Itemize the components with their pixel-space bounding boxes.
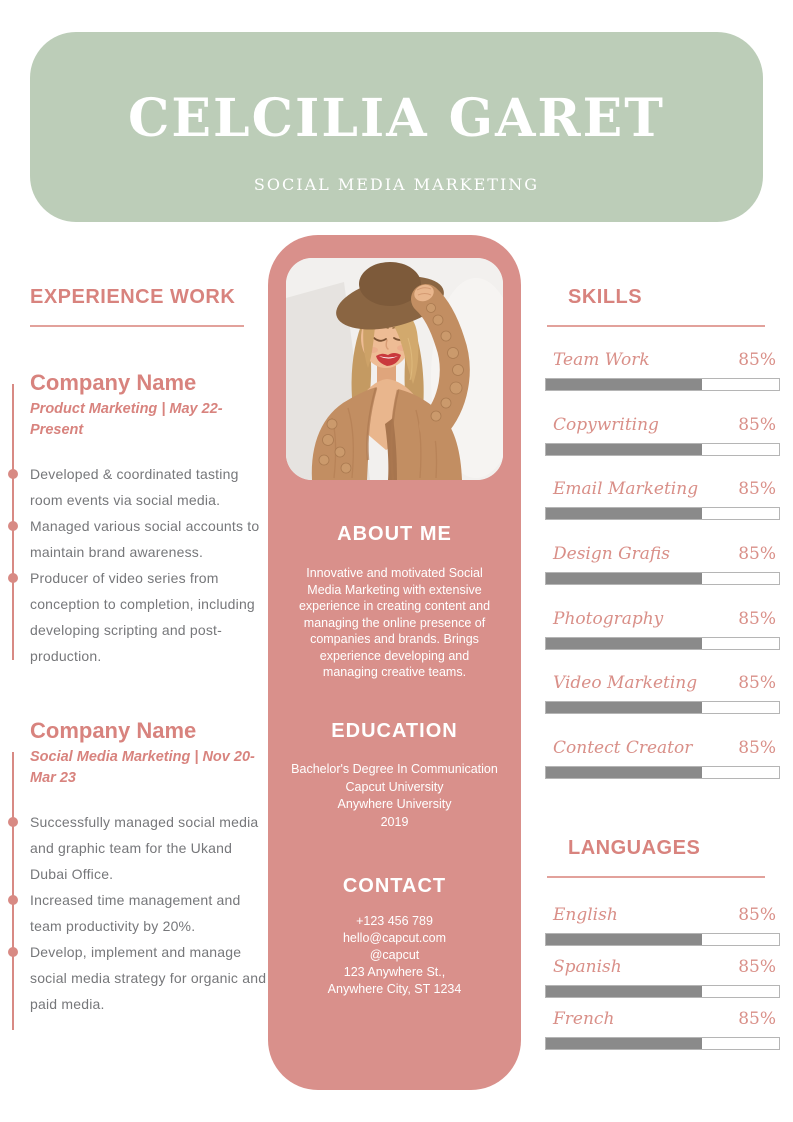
bullet-dot-icon [8, 947, 18, 957]
skill-progress-fill [546, 702, 702, 713]
language-progress-bar [545, 985, 780, 998]
woman-portrait-illustration [286, 258, 503, 480]
skill-label: Copywriting [553, 415, 659, 435]
language-percent: 85% [738, 905, 776, 925]
bullet-text: Develop, implement and manage social media strategy for organic and paid media. [30, 944, 267, 1012]
education-degree: Bachelor's Degree In Communication [291, 762, 498, 776]
skill-percent: 85% [738, 350, 776, 370]
skill-label: Team Work [553, 350, 650, 370]
job-title: SOCIAL MEDIA MARKETING [253, 175, 540, 194]
skills-section [545, 286, 780, 831]
skill-percent: 85% [738, 544, 776, 564]
skill-percent: 85% [738, 609, 776, 629]
education-school: Anywhere University [337, 797, 452, 811]
contact-lines [276, 913, 513, 998]
skill-progress-fill [546, 508, 702, 519]
job-bullet [30, 887, 270, 939]
education-heading: EDUCATION [331, 720, 458, 742]
skill-progress-bar [545, 378, 780, 391]
company-name: Company Name [30, 370, 197, 395]
role-and-dates: Social Media Marketing | Nov 20-Mar 23 [30, 749, 255, 786]
skill-percent: 85% [738, 415, 776, 435]
bullet-dot-icon [8, 469, 18, 479]
bullet-text: Increased time management and team productivity by 20%. [30, 892, 241, 934]
job-bullet [30, 565, 270, 669]
language-label: French [553, 1009, 615, 1029]
job-bullet [30, 809, 270, 887]
header-banner [30, 32, 763, 222]
skill-progress-bar [545, 443, 780, 456]
bullet-text: Developed & coordinated tasting room events via social media. [30, 466, 239, 508]
languages-section [545, 837, 780, 1067]
skill-progress-bar [545, 637, 780, 650]
job-bullet-list [30, 809, 270, 1017]
bullet-dot-icon [8, 573, 18, 583]
job-bullet [30, 461, 270, 513]
language-progress-bar [545, 1037, 780, 1050]
language-percent: 85% [738, 1009, 776, 1029]
language-progress-fill [546, 934, 702, 945]
skills-heading: SKILLS [568, 286, 643, 308]
contact-heading: CONTACT [342, 875, 447, 897]
skill-percent: 85% [738, 738, 776, 758]
section-divider [30, 325, 244, 327]
section-divider [547, 876, 765, 878]
education-lines [276, 761, 513, 831]
experience-section [30, 286, 270, 327]
company-name: Company Name [30, 718, 197, 743]
skill-progress-fill [546, 379, 702, 390]
language-percent: 85% [738, 957, 776, 977]
education-year: 2019 [380, 814, 409, 829]
skill-progress-fill [546, 573, 702, 584]
person-name: CELCILIA GARET [128, 88, 665, 149]
skill-label: Video Marketing [553, 673, 698, 693]
skill-item [545, 544, 780, 585]
contact-email: hello@capcut.com [342, 931, 446, 945]
job-bullet [30, 939, 270, 1017]
language-item [545, 905, 780, 946]
about-heading: ABOUT ME [337, 523, 452, 545]
contact-address-1: 123 Anywhere St., [343, 965, 446, 979]
bullet-text: Managed various social accounts to maintain brand awareness. [30, 518, 260, 560]
bullet-dot-icon [8, 521, 18, 531]
bullet-dot-icon [8, 895, 18, 905]
skill-item [545, 738, 780, 779]
skill-label: Photography [553, 609, 664, 629]
skill-item [545, 609, 780, 650]
skill-item [545, 350, 780, 391]
experience-job-1 [30, 370, 274, 669]
job-bullet [30, 513, 270, 565]
language-item [545, 957, 780, 998]
skill-percent: 85% [738, 673, 776, 693]
section-divider [547, 325, 765, 327]
profile-panel [268, 235, 521, 1090]
skill-progress-fill [546, 638, 702, 649]
experience-heading: EXPERIENCE WORK [30, 286, 236, 308]
skill-label: Contect Creator [553, 738, 693, 758]
skill-progress-bar [545, 572, 780, 585]
skill-progress-fill [546, 444, 702, 455]
language-progress-bar [545, 933, 780, 946]
language-progress-fill [546, 1038, 702, 1049]
language-label: English [553, 905, 618, 925]
job-bullet-list [30, 461, 270, 669]
skill-progress-bar [545, 701, 780, 714]
experience-job-2 [30, 718, 274, 1017]
skill-label: Design Grafis [553, 544, 670, 564]
skill-progress-fill [546, 767, 702, 778]
about-text: Innovative and motivated Social Media Marketing with extensive experience in creating content and managing the online presence of companies and brands. Brings experience developing and managing creative teams. [298, 566, 491, 679]
contact-phone: +123 456 789 [356, 914, 433, 928]
language-progress-fill [546, 986, 702, 997]
bullet-dot-icon [8, 817, 18, 827]
role-and-dates: Product Marketing | May 22-Present [30, 401, 223, 438]
bullet-text: Producer of video series from conception to completion, including developing scripting and post-production. [30, 570, 255, 664]
skill-item [545, 479, 780, 520]
skill-item [545, 415, 780, 456]
language-item [545, 1009, 780, 1050]
language-label: Spanish [553, 957, 622, 977]
languages-heading: LANGUAGES [568, 837, 701, 859]
skill-item [545, 673, 780, 714]
bullet-text: Successfully managed social media and graphic team for the Ukand Dubai Office. [30, 814, 259, 882]
skill-progress-bar [545, 507, 780, 520]
contact-handle: @capcut [369, 948, 420, 962]
profile-photo [286, 258, 503, 480]
timeline-line [12, 752, 14, 1030]
skill-percent: 85% [738, 479, 776, 499]
skill-progress-bar [545, 766, 780, 779]
skill-label: Email Marketing [553, 479, 699, 499]
education-school: Capcut University [345, 779, 444, 794]
contact-address-2: Anywhere City, ST 1234 [327, 982, 462, 996]
